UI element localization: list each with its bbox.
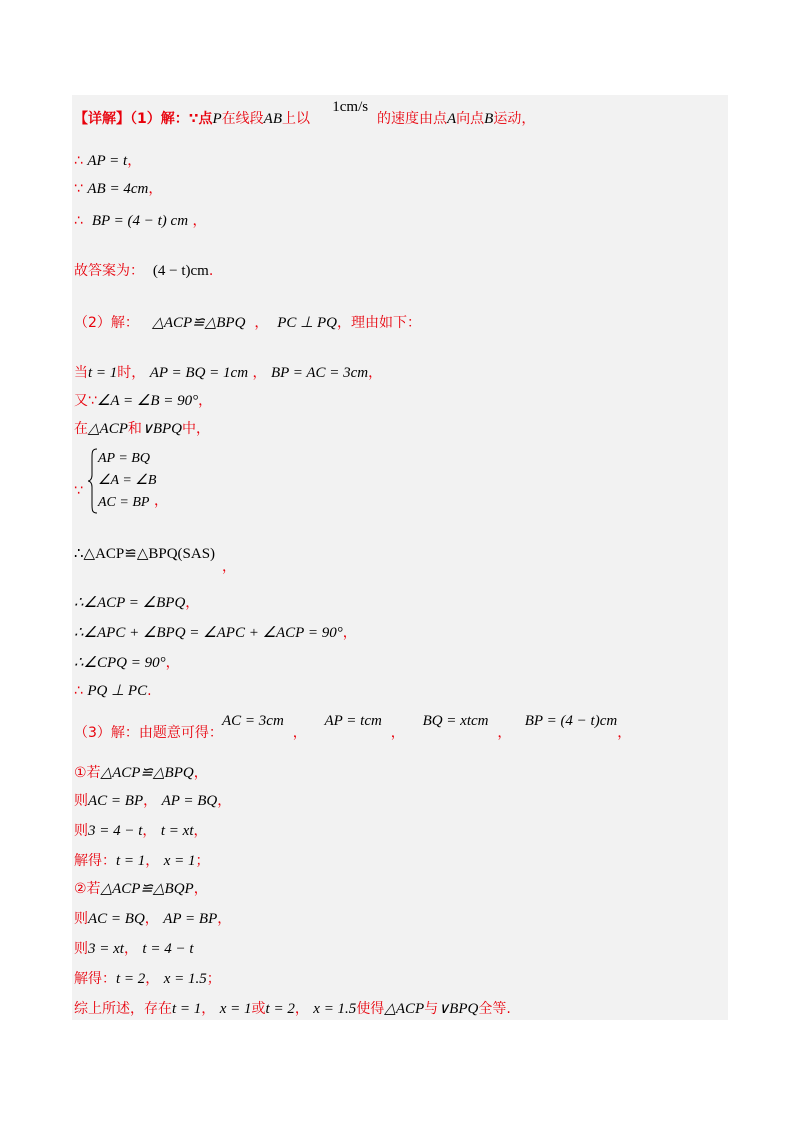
math: ∨BPQ: [141, 421, 183, 437]
text: 则: [74, 941, 88, 957]
math-ab: AB: [263, 111, 282, 127]
punct: ，: [145, 853, 160, 869]
line-part3-intro: [74, 724, 223, 742]
math: △ACP≌△BPQ: [100, 765, 194, 781]
math: (4 − t)cm: [152, 263, 209, 279]
text: 运动，: [493, 111, 536, 127]
math: AB = 4cm: [87, 181, 149, 197]
math: AP = tcm: [324, 713, 382, 729]
line-congruent-sas: [74, 545, 215, 563]
math: ∴∠ACP = ∠BPQ: [74, 595, 186, 611]
line-answer-1: [74, 262, 213, 280]
text: 与: [424, 1001, 439, 1017]
math: AC = BQ: [88, 911, 145, 927]
math: PQ ⊥ PC: [87, 683, 148, 699]
text: ，理由如下：: [336, 315, 421, 331]
math: AP = BQ = 1cm: [149, 365, 249, 381]
line-angle-sum: [74, 624, 357, 642]
system-row: AC = BP: [98, 495, 150, 510]
text: 向点: [456, 111, 485, 127]
punct: ，: [142, 823, 157, 839]
line-part3-values: [222, 712, 632, 741]
math: t = 4 − t: [142, 941, 194, 957]
math: ∴△ACP≌△BPQ(SAS): [74, 546, 216, 562]
punct: ，: [185, 595, 200, 611]
math: AP = t: [87, 153, 128, 169]
math: BP = (4 − t) cm: [91, 213, 189, 229]
line-t-eq-1: [74, 364, 382, 382]
text: 解得：: [74, 971, 116, 987]
system-because-symbol: [74, 482, 83, 500]
line-conclusion: [74, 1000, 511, 1018]
text: 则: [74, 911, 88, 927]
text: 或: [251, 1001, 266, 1017]
punct: ，: [127, 153, 142, 169]
punct: ，: [165, 655, 180, 671]
punct: ，: [368, 365, 383, 381]
punct: ，: [192, 213, 207, 229]
math: x = 1: [163, 853, 196, 869]
text: 故答案为：: [74, 263, 144, 279]
text: 和: [127, 421, 142, 437]
math: AP = BQ: [161, 793, 218, 809]
left-brace-icon: [88, 448, 98, 514]
line-pq-perp-pc: [74, 682, 152, 700]
text: ①若: [74, 765, 101, 781]
punct: ，: [617, 725, 632, 741]
text: ②若: [74, 881, 101, 897]
math: ∨BPQ: [438, 1001, 479, 1017]
math: ∠A = ∠B = 90°: [96, 393, 199, 409]
because-symbol: ∵: [74, 483, 83, 499]
line-case2: [74, 880, 208, 898]
punct: ，: [123, 941, 138, 957]
math: t = 1: [88, 365, 118, 381]
detail-label: 【详解】（1）解：∵点: [74, 111, 213, 127]
text: 在: [74, 421, 88, 437]
punct: ；: [206, 971, 221, 987]
therefore-symbol: ∴: [74, 153, 83, 169]
line-case2-solve: [74, 970, 221, 988]
punct: ，: [222, 559, 236, 575]
math: △ACP: [88, 421, 128, 437]
text: 时，: [117, 365, 146, 381]
math-b: B: [484, 111, 494, 127]
punct: ；: [195, 853, 210, 869]
line-ab-eq-4: [74, 180, 162, 198]
punct: ，: [198, 393, 213, 409]
math: t = xt: [160, 823, 194, 839]
text: 的速度由点: [377, 111, 447, 127]
line-case2-cond: [74, 910, 231, 928]
math: △ACP: [384, 1001, 425, 1017]
math: ∴∠CPQ = 90°: [74, 655, 166, 671]
line-case2-eq: [74, 940, 194, 958]
text: 综上所述，存在: [74, 1001, 172, 1017]
math: △ACP≌△BPQ: [152, 315, 246, 331]
punct: ，: [193, 881, 208, 897]
punct: ，: [148, 181, 163, 197]
punct: ，: [217, 793, 232, 809]
math: AC = BP: [88, 793, 144, 809]
math: AC = 3cm: [222, 713, 284, 729]
line-case1: [74, 764, 208, 782]
math-speed: 1cm/s: [332, 99, 369, 115]
line-in-triangles: [74, 420, 210, 438]
punct: ，: [390, 725, 405, 741]
math: t = 2: [116, 971, 146, 987]
system-end: [154, 492, 168, 510]
text: （2）解：: [74, 315, 139, 331]
line-detail-intro: [74, 99, 536, 128]
therefore-symbol: ∴: [74, 213, 83, 229]
line-case1-solve: [74, 852, 210, 870]
system-rows: [98, 448, 156, 514]
text: 上以: [281, 111, 310, 127]
text: 在线段: [221, 111, 264, 127]
line-angles-90: [74, 392, 212, 410]
math-a: A: [447, 111, 457, 127]
punct: ，: [294, 1001, 309, 1017]
text: 又∵: [74, 393, 97, 409]
math: ∴∠APC + ∠BPQ = ∠APC + ∠ACP = 90°: [74, 625, 343, 641]
line-bp-eq: [74, 212, 206, 230]
text: 全等.: [478, 1001, 511, 1017]
text: 解得：: [74, 853, 116, 869]
line-case1-cond: [74, 792, 231, 810]
punct: ，: [193, 823, 208, 839]
line-ap-eq-t: [74, 152, 141, 170]
math: t = 1: [172, 1001, 202, 1017]
punct: .: [147, 683, 152, 699]
math: x = 1.5: [163, 971, 207, 987]
because-symbol: ∵: [74, 181, 83, 197]
punct: ，: [143, 793, 158, 809]
punct: ，: [193, 765, 208, 781]
line-case1-eq: [74, 822, 208, 840]
punct: ，: [252, 365, 267, 381]
math: 3 = 4 − t: [88, 823, 143, 839]
math: BP = (4 − t)cm: [524, 713, 618, 729]
math: AP = BP: [163, 911, 218, 927]
math: BQ = xtcm: [422, 713, 489, 729]
line-part2-intro: [74, 314, 421, 332]
line-cpq-90: [74, 654, 180, 672]
punct: ，: [254, 315, 269, 331]
punct: ，: [154, 493, 168, 509]
text: 则: [74, 823, 88, 839]
math: △ACP≌△BQP: [100, 881, 194, 897]
punct: .: [208, 263, 214, 279]
math: PC ⊥ PQ: [277, 315, 337, 331]
math: t = 1: [116, 853, 146, 869]
math: x = 1.5: [313, 1001, 357, 1017]
punct: ，: [342, 625, 357, 641]
line-acp-eq-bpq: [74, 594, 199, 612]
math: x = 1: [219, 1001, 252, 1017]
punct: ，: [201, 1001, 216, 1017]
therefore-symbol: ∴: [74, 683, 83, 699]
text: （3）解：由题意可得：: [74, 725, 223, 741]
math: 3 = xt: [88, 941, 124, 957]
text: 当: [74, 365, 88, 381]
punct: ，: [145, 971, 160, 987]
punct: ，: [217, 911, 232, 927]
punct: ，: [144, 911, 159, 927]
text: 使得: [356, 1001, 385, 1017]
text: 中，: [182, 421, 211, 437]
punct: ，: [497, 725, 512, 741]
punct: ，: [292, 725, 307, 741]
system-row: AP = BQ: [98, 451, 150, 466]
line-congruent-sas-end: [222, 558, 236, 576]
text: 则: [74, 793, 88, 809]
math: t = 2: [265, 1001, 295, 1017]
math: BP = AC = 3cm: [270, 365, 369, 381]
math-p: P: [212, 111, 222, 127]
system-row: ∠A = ∠B: [98, 473, 157, 488]
